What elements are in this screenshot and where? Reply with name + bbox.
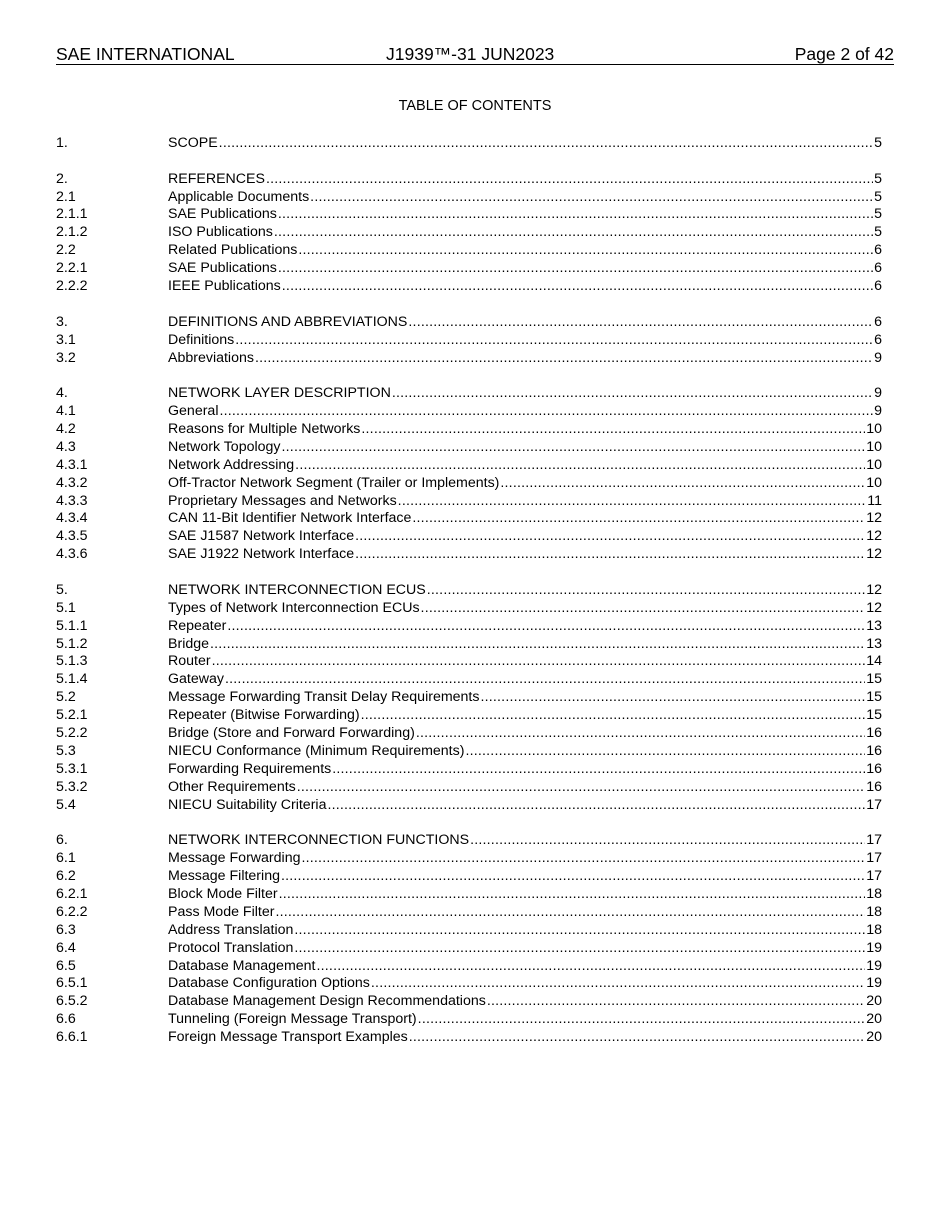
- toc-entry-number: 1.: [56, 135, 68, 151]
- toc-entry[interactable]: [56, 189, 882, 207]
- toc-entry-body: [168, 671, 882, 689]
- toc-entry-number: 5.2.1: [56, 707, 88, 724]
- toc-entry-body: [168, 761, 882, 779]
- toc-entry-title: Proprietary Messages and Networks: [168, 492, 397, 509]
- toc-entry-title: REFERENCES: [168, 170, 265, 187]
- toc-entry-page: 15: [866, 707, 882, 724]
- dot-leader: [212, 653, 866, 671]
- toc-entry-page: 19: [866, 975, 882, 992]
- toc-entry-number: 3.1: [56, 331, 76, 348]
- toc-entry-number: 2.1: [56, 188, 76, 205]
- toc-entry-title: Pass Mode Filter: [168, 903, 275, 920]
- toc-entry-body: [168, 1011, 882, 1029]
- toc-entry-title: NETWORK LAYER DESCRIPTION: [168, 385, 391, 402]
- toc-entry[interactable]: [56, 224, 882, 242]
- toc-entry-number: 4.3: [56, 438, 76, 455]
- dot-leader: [278, 206, 873, 224]
- toc-entry-page: 6: [874, 331, 882, 348]
- dot-leader: [427, 582, 865, 600]
- toc-entry-body: [168, 1029, 882, 1047]
- toc-entry-number: 4.3.2: [56, 474, 88, 491]
- toc-entry-title: NIECU Conformance (Minimum Requirements): [168, 742, 465, 759]
- toc-entry-body: [168, 224, 882, 242]
- toc-entry-body: [168, 421, 882, 439]
- toc-entry-page: 17: [866, 850, 882, 867]
- toc-entry-title: SAE J1587 Network Interface: [168, 528, 355, 545]
- toc-entry[interactable]: [56, 528, 882, 546]
- toc-entry-title: Gateway: [168, 671, 224, 688]
- toc-entry-title: Message Forwarding: [168, 850, 301, 867]
- toc-entry-page: 12: [866, 528, 882, 545]
- toc-entry-body: [168, 582, 882, 600]
- toc-entry-body: [168, 206, 882, 224]
- toc-entry-title: Network Addressing: [168, 456, 295, 473]
- toc-entry-number: 6.: [56, 832, 68, 849]
- toc-entry-page: 10: [866, 456, 882, 473]
- toc-entry-page: 6: [874, 313, 882, 330]
- toc-entry-body: [168, 797, 882, 815]
- toc-entry-body: [168, 189, 882, 207]
- toc-entry-body: [168, 135, 882, 153]
- toc-entry-page: 17: [866, 868, 882, 885]
- toc-entry-page: 17: [866, 796, 882, 813]
- toc-entry-title: DEFINITIONS AND ABBREVIATIONS: [168, 313, 408, 330]
- toc-entry-page: 16: [866, 742, 882, 759]
- toc-entry[interactable]: [56, 904, 882, 922]
- toc-entry-title: Reasons for Multiple Networks: [168, 420, 361, 437]
- toc-entry[interactable]: [56, 475, 882, 493]
- toc-entry[interactable]: [56, 779, 882, 797]
- dot-leader: [294, 940, 865, 958]
- toc-entry[interactable]: [56, 958, 882, 976]
- toc-entry-number: 6.4: [56, 939, 76, 956]
- toc-entry-page: 5: [874, 170, 882, 187]
- toc-entry-number: 6.5: [56, 957, 76, 974]
- toc-entry[interactable]: [56, 1029, 882, 1047]
- toc-entry-title: Repeater: [168, 617, 227, 634]
- dot-leader: [465, 743, 865, 761]
- toc-entry-body: [168, 260, 882, 278]
- toc-entry-number: 4.3.5: [56, 528, 88, 545]
- toc-entry-body: [168, 528, 882, 546]
- toc-entry-title: IEEE Publications: [168, 278, 281, 295]
- toc-entry-title: SAE J1922 Network Interface: [168, 546, 355, 563]
- toc-entry-number: 6.2.2: [56, 903, 88, 920]
- toc-entry[interactable]: [56, 260, 882, 278]
- dot-leader: [294, 922, 865, 940]
- toc-entry-number: 2.1.1: [56, 206, 88, 223]
- dot-leader: [281, 868, 865, 886]
- dot-leader: [398, 493, 867, 511]
- toc-entry[interactable]: [56, 332, 882, 350]
- dot-leader: [361, 707, 866, 725]
- toc-entry-body: [168, 510, 882, 528]
- toc-entry-number: 5.3: [56, 742, 76, 759]
- toc-entry-body: [168, 439, 882, 457]
- toc-entry-title: Abbreviations: [168, 349, 254, 366]
- dot-leader: [282, 439, 866, 457]
- toc-entry-number: 5.4: [56, 796, 76, 813]
- toc-section: [56, 135, 882, 153]
- toc-entry-body: [168, 725, 882, 743]
- toc-entry-number: 5.1.1: [56, 617, 88, 634]
- toc-entry-page: 15: [866, 689, 882, 706]
- toc-entry-number: 4.3.3: [56, 492, 88, 509]
- toc-entry[interactable]: [56, 546, 882, 564]
- toc-entry[interactable]: [56, 510, 882, 528]
- toc-entry-number: 5.1.3: [56, 653, 88, 670]
- dot-leader: [219, 403, 873, 421]
- toc-entry-title: Message Filtering: [168, 868, 280, 885]
- toc-entry[interactable]: [56, 314, 882, 332]
- toc-entry[interactable]: [56, 636, 882, 654]
- toc-entry[interactable]: [56, 171, 882, 189]
- toc-entry-number: 2.: [56, 170, 68, 187]
- toc-entry-number: 5.3.2: [56, 778, 88, 795]
- dot-leader: [255, 350, 873, 368]
- toc-entry-number: 5.1: [56, 599, 76, 616]
- toc-entry-page: 5: [874, 206, 882, 223]
- dot-leader: [409, 1029, 866, 1047]
- toc-entry[interactable]: [56, 671, 882, 689]
- toc-entry-number: 2.1.2: [56, 224, 88, 241]
- dot-leader: [310, 189, 873, 207]
- toc-entry-number: 6.3: [56, 921, 76, 938]
- dot-leader: [392, 385, 873, 403]
- toc-entry-title: Block Mode Filter: [168, 885, 278, 902]
- table-of-contents: [56, 135, 882, 1047]
- toc-entry-number: 6.2.1: [56, 885, 88, 902]
- toc-entry-number: 3.: [56, 313, 68, 330]
- dot-leader: [274, 224, 873, 242]
- toc-entry-page: 6: [874, 242, 882, 259]
- dot-leader: [470, 832, 865, 850]
- dot-leader: [297, 779, 865, 797]
- toc-entry-number: 4.3.6: [56, 546, 88, 563]
- toc-entry[interactable]: [56, 975, 882, 993]
- toc-entry-title: Repeater (Bitwise Forwarding): [168, 707, 360, 724]
- toc-entry-body: [168, 332, 882, 350]
- toc-entry[interactable]: [56, 707, 882, 725]
- dot-leader: [301, 850, 865, 868]
- toc-entry-body: [168, 850, 882, 868]
- toc-entry-number: 4.3.4: [56, 510, 88, 527]
- dot-leader: [327, 797, 865, 815]
- toc-entry-title: NETWORK INTERCONNECTION FUNCTIONS: [168, 832, 470, 849]
- toc-entry-title: Tunneling (Foreign Message Transport): [168, 1011, 417, 1028]
- toc-entry-number: 6.5.2: [56, 993, 88, 1010]
- toc-entry-title: ISO Publications: [168, 224, 273, 241]
- toc-entry-title: Database Configuration Options: [168, 975, 370, 992]
- toc-entry-page: 12: [866, 599, 882, 616]
- toc-entry-number: 6.5.1: [56, 975, 88, 992]
- toc-entry-page: 16: [866, 725, 882, 742]
- toc-entry-title: CAN 11-Bit Identifier Network Interface: [168, 510, 412, 527]
- header-page-label: Page 2 of 42: [794, 44, 894, 64]
- toc-section: [56, 314, 882, 368]
- toc-entry-title: Bridge (Store and Forward Forwarding): [168, 725, 415, 742]
- toc-entry-page: 18: [866, 903, 882, 920]
- dot-leader: [480, 689, 865, 707]
- toc-entry-body: [168, 350, 882, 368]
- toc-entry-number: 6.6: [56, 1011, 76, 1028]
- toc-entry-number: 5.2.2: [56, 725, 88, 742]
- toc-entry-page: 18: [866, 885, 882, 902]
- toc-entry[interactable]: [56, 725, 882, 743]
- toc-section: [56, 832, 882, 1047]
- toc-entry-body: [168, 940, 882, 958]
- toc-entry[interactable]: [56, 600, 882, 618]
- toc-entry-title: Types of Network Interconnection ECUs: [168, 599, 420, 616]
- toc-entry-body: [168, 779, 882, 797]
- toc-entry[interactable]: [56, 135, 882, 153]
- toc-entry-page: 6: [874, 278, 882, 295]
- dot-leader: [210, 636, 865, 654]
- toc-entry-title: Address Translation: [168, 921, 294, 938]
- toc-entry-title: Other Requirements: [168, 778, 296, 795]
- toc-entry[interactable]: [56, 242, 882, 260]
- toc-entry-body: [168, 707, 882, 725]
- dot-leader: [225, 671, 865, 689]
- toc-entry[interactable]: [56, 457, 882, 475]
- toc-entry-page: 14: [866, 653, 882, 670]
- toc-entry[interactable]: [56, 421, 882, 439]
- toc-entry-number: 4.: [56, 385, 68, 402]
- toc-entry-body: [168, 278, 882, 296]
- toc-entry[interactable]: [56, 689, 882, 707]
- dot-leader: [487, 993, 865, 1011]
- toc-entry-page: 10: [866, 474, 882, 491]
- toc-title: TABLE OF CONTENTS: [398, 98, 552, 114]
- dot-leader: [295, 457, 865, 475]
- toc-entry-body: [168, 904, 882, 922]
- toc-entry[interactable]: [56, 493, 882, 511]
- toc-entry-page: 9: [874, 403, 882, 420]
- toc-entry-body: [168, 493, 882, 511]
- toc-entry-page: 13: [866, 635, 882, 652]
- dot-leader: [279, 886, 866, 904]
- toc-entry-number: 5.1.4: [56, 671, 88, 688]
- toc-entry[interactable]: [56, 385, 882, 403]
- dot-leader: [355, 546, 865, 564]
- page-header: [56, 44, 894, 65]
- toc-entry-title: Definitions: [168, 331, 235, 348]
- dot-leader: [298, 242, 873, 260]
- toc-entry-page: 20: [866, 1011, 882, 1028]
- toc-entry-page: 12: [866, 581, 882, 598]
- toc-entry-title: Protocol Translation: [168, 939, 294, 956]
- toc-entry-number: 2.2.1: [56, 260, 88, 277]
- toc-entry-number: 6.6.1: [56, 1029, 88, 1046]
- toc-entry-body: [168, 475, 882, 493]
- dot-leader: [355, 528, 865, 546]
- dot-leader: [500, 475, 865, 493]
- toc-entry-number: 5.1.2: [56, 635, 88, 652]
- toc-entry-title: SCOPE: [168, 135, 218, 151]
- toc-entry-title: Router: [168, 653, 211, 670]
- toc-entry[interactable]: [56, 886, 882, 904]
- toc-entry-page: 10: [866, 420, 882, 437]
- toc-entry-page: 13: [866, 617, 882, 634]
- toc-entry-title: Off-Tractor Network Segment (Trailer or Implements): [168, 474, 500, 491]
- toc-section: [56, 171, 882, 296]
- toc-entry-page: 15: [866, 671, 882, 688]
- toc-entry[interactable]: [56, 653, 882, 671]
- toc-entry[interactable]: [56, 940, 882, 958]
- toc-entry-page: 9: [874, 385, 882, 402]
- toc-section: [56, 385, 882, 564]
- toc-entry-title: NIECU Suitability Criteria: [168, 796, 327, 813]
- toc-entry-page: 20: [866, 1029, 882, 1046]
- dot-leader: [412, 510, 865, 528]
- toc-entry-body: [168, 457, 882, 475]
- toc-entry[interactable]: [56, 850, 882, 868]
- toc-entry-body: [168, 403, 882, 421]
- dot-leader: [219, 135, 873, 153]
- toc-entry[interactable]: [56, 922, 882, 940]
- dot-leader: [282, 278, 873, 296]
- dot-leader: [317, 958, 866, 976]
- toc-entry-number: 5.2: [56, 689, 76, 706]
- toc-entry-body: [168, 242, 882, 260]
- toc-entry-title: Bridge: [168, 635, 210, 652]
- toc-entry-page: 11: [867, 492, 882, 509]
- toc-entry-body: [168, 689, 882, 707]
- toc-entry-page: 16: [866, 778, 882, 795]
- toc-entry[interactable]: [56, 1011, 882, 1029]
- toc-entry-body: [168, 636, 882, 654]
- dot-leader: [416, 725, 865, 743]
- toc-entry[interactable]: [56, 743, 882, 761]
- dot-leader: [371, 975, 865, 993]
- toc-entry-number: 2.2.2: [56, 278, 88, 295]
- toc-entry[interactable]: [56, 403, 882, 421]
- toc-entry-page: 12: [866, 546, 882, 563]
- dot-leader: [418, 1011, 866, 1029]
- toc-entry[interactable]: [56, 618, 882, 636]
- toc-entry-number: 4.1: [56, 403, 76, 420]
- toc-entry-page: 5: [874, 188, 882, 205]
- toc-entry-body: [168, 600, 882, 618]
- toc-entry[interactable]: [56, 582, 882, 600]
- toc-entry-title: Foreign Message Transport Examples: [168, 1029, 408, 1046]
- toc-entry-page: 12: [866, 510, 882, 527]
- toc-entry[interactable]: [56, 761, 882, 779]
- toc-entry-body: [168, 314, 882, 332]
- toc-entry-number: 3.2: [56, 349, 76, 366]
- toc-entry-number: 2.2: [56, 242, 76, 259]
- toc-entry-number: 6.2: [56, 868, 76, 885]
- toc-entry-title: Network Topology: [168, 438, 281, 455]
- dot-leader: [235, 332, 873, 350]
- toc-entry-title: General: [168, 403, 219, 420]
- toc-entry-body: [168, 653, 882, 671]
- toc-entry-title: Forwarding Requirements: [168, 760, 332, 777]
- toc-entry[interactable]: [56, 278, 882, 296]
- toc-entry-page: 10: [866, 438, 882, 455]
- dot-leader: [408, 314, 873, 332]
- toc-entry-body: [168, 171, 882, 189]
- dot-leader: [332, 761, 865, 779]
- toc-entry[interactable]: [56, 350, 882, 368]
- dot-leader: [361, 421, 865, 439]
- toc-entry-page: 19: [866, 957, 882, 974]
- toc-entry[interactable]: [56, 832, 882, 850]
- toc-entry-body: [168, 922, 882, 940]
- toc-entry-number: 6.1: [56, 850, 76, 867]
- toc-entry-body: [168, 993, 882, 1011]
- toc-entry[interactable]: [56, 797, 882, 815]
- toc-entry-number: 4.3.1: [56, 456, 88, 473]
- toc-entry-title: Database Management: [168, 957, 316, 974]
- toc-entry-body: [168, 546, 882, 564]
- toc-entry-page: 9: [874, 349, 882, 366]
- dot-leader: [421, 600, 866, 618]
- toc-entry[interactable]: [56, 206, 882, 224]
- dot-leader: [266, 171, 873, 189]
- toc-entry-number: 5.3.1: [56, 760, 88, 777]
- toc-entry-number: 5.: [56, 581, 68, 598]
- header-doc-id: J1939™-31 JUN2023: [386, 44, 555, 64]
- toc-entry[interactable]: [56, 993, 882, 1011]
- toc-entry-body: [168, 743, 882, 761]
- dot-leader: [227, 618, 865, 636]
- toc-entry-body: [168, 385, 882, 403]
- toc-entry-body: [168, 618, 882, 636]
- toc-entry-page: 18: [866, 921, 882, 938]
- toc-entry-body: [168, 975, 882, 993]
- toc-entry-body: [168, 886, 882, 904]
- toc-entry-body: [168, 868, 882, 886]
- toc-entry[interactable]: [56, 439, 882, 457]
- dot-leader: [278, 260, 873, 278]
- toc-section: [56, 582, 882, 815]
- toc-entry-page: 6: [874, 260, 882, 277]
- toc-entry-title: Database Management Design Recommendations: [168, 993, 486, 1010]
- dot-leader: [275, 904, 865, 922]
- toc-entry-title: SAE Publications: [168, 206, 277, 223]
- toc-entry-title: Message Forwarding Transit Delay Requirements: [168, 689, 480, 706]
- toc-entry-title: Applicable Documents: [168, 188, 310, 205]
- toc-entry[interactable]: [56, 868, 882, 886]
- toc-entry-body: [168, 958, 882, 976]
- toc-entry-number: 4.2: [56, 420, 76, 437]
- toc-entry-title: SAE Publications: [168, 260, 277, 277]
- toc-entry-title: Related Publications: [168, 242, 298, 259]
- toc-entry-page: 5: [874, 135, 882, 151]
- toc-entry-page: 16: [866, 760, 882, 777]
- header-org: SAE INTERNATIONAL: [56, 44, 235, 64]
- toc-entry-title: NETWORK INTERCONNECTION ECUS: [168, 581, 426, 598]
- toc-entry-page: 17: [866, 832, 882, 849]
- toc-entry-body: [168, 832, 882, 850]
- toc-entry-page: 5: [874, 224, 882, 241]
- toc-entry-page: 19: [866, 939, 882, 956]
- toc-entry-page: 20: [866, 993, 882, 1010]
